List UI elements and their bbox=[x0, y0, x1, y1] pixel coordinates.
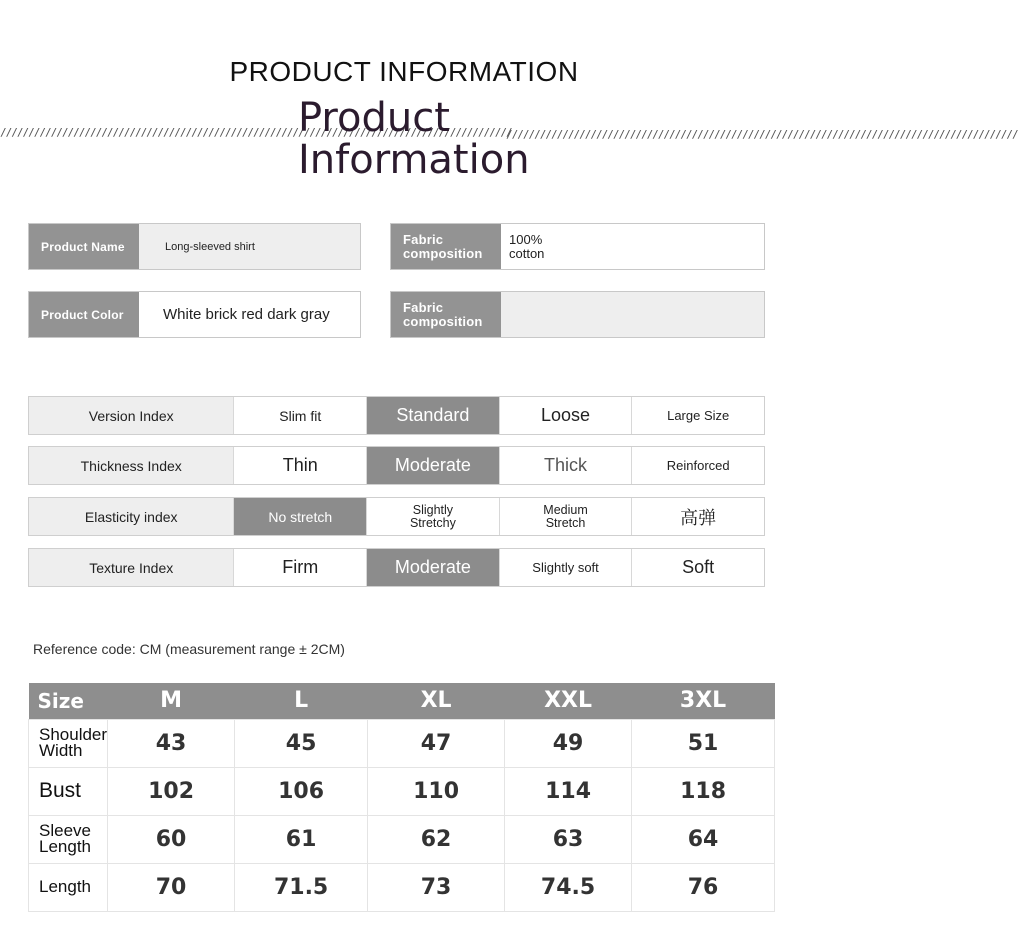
fabric-value-1 bbox=[501, 224, 764, 269]
product-color-label: Product Color bbox=[29, 292, 139, 337]
product-color-value: White brick red dark gray bbox=[139, 292, 360, 337]
table-cell: 47 bbox=[368, 719, 505, 767]
reference-code-note: Reference code: CM (measurement range ± 2CM) bbox=[33, 641, 345, 657]
table-cell: 114 bbox=[505, 767, 632, 815]
table-cell: 60 bbox=[108, 815, 235, 863]
size-table bbox=[28, 683, 775, 912]
decorative-slashes-left: /////////////////////////////////////////////////////////////////////////////////////////// bbox=[0, 126, 512, 139]
table-cell: 64 bbox=[632, 815, 775, 863]
table-cell: 106 bbox=[235, 767, 368, 815]
elasticity-option-medium-stretch: Medium Stretch bbox=[500, 498, 633, 535]
table-cell: 49 bbox=[505, 719, 632, 767]
texture-option-soft: Soft bbox=[632, 549, 764, 586]
fabric-label-1 bbox=[391, 224, 501, 269]
version-option-slim-fit: Slim fit bbox=[234, 397, 367, 434]
size-header-3xl: 3XL bbox=[632, 683, 775, 719]
product-name-box bbox=[28, 223, 361, 270]
fabric-label-2-line1: Fabric bbox=[403, 299, 444, 315]
product-color-box bbox=[28, 291, 361, 338]
version-index-row bbox=[28, 396, 765, 435]
table-cell: 51 bbox=[632, 719, 775, 767]
table-cell: 63 bbox=[505, 815, 632, 863]
hero-title bbox=[298, 97, 530, 181]
texture-option-slightly-soft: Slightly soft bbox=[500, 549, 633, 586]
hero-title-line1: Product bbox=[298, 95, 450, 141]
texture-option-firm: Firm bbox=[234, 549, 367, 586]
size-header-m: M bbox=[108, 683, 235, 719]
version-option-loose: Loose bbox=[500, 397, 633, 434]
product-name-label: Product Name bbox=[29, 224, 139, 269]
thickness-option-thick: Thick bbox=[500, 447, 633, 484]
table-cell: 102 bbox=[108, 767, 235, 815]
table-cell: 118 bbox=[632, 767, 775, 815]
table-cell: 73 bbox=[368, 863, 505, 911]
table-row-sleeve-length bbox=[29, 815, 775, 863]
fabric-label-1-line1: Fabric bbox=[403, 231, 444, 247]
version-option-standard: Standard bbox=[367, 397, 500, 434]
size-header-label: Size bbox=[29, 683, 108, 719]
decorative-slashes-right: /////////////////////////////////////////////////////////////////////////////////////////// bbox=[506, 128, 1018, 141]
thickness-index-row bbox=[28, 446, 765, 485]
table-cell: 43 bbox=[108, 719, 235, 767]
version-option-large-size: Large Size bbox=[632, 397, 764, 434]
thickness-option-moderate: Moderate bbox=[367, 447, 500, 484]
fabric-composition-box-1 bbox=[390, 223, 765, 270]
hero-title-line2: Information bbox=[298, 137, 530, 183]
table-row-bust bbox=[29, 767, 775, 815]
fabric-label-2-line2: composition bbox=[403, 313, 483, 329]
fabric-value-1-line2: cotton bbox=[509, 245, 545, 261]
table-cell: 62 bbox=[368, 815, 505, 863]
fabric-label-1-line2: composition bbox=[403, 245, 483, 261]
thickness-option-thin: Thin bbox=[234, 447, 367, 484]
fabric-value-2 bbox=[501, 292, 764, 337]
table-row-length bbox=[29, 863, 775, 911]
size-header-xxl: XXL bbox=[505, 683, 632, 719]
thickness-option-reinforced: Reinforced bbox=[632, 447, 764, 484]
texture-index-row bbox=[28, 548, 765, 587]
size-header-l: L bbox=[235, 683, 368, 719]
elasticity-option-slightly-stretchy: Slightly Stretchy bbox=[367, 498, 500, 535]
version-index-label: Version Index bbox=[29, 397, 234, 434]
row-label-length: Length bbox=[29, 863, 108, 911]
size-header-xl: XL bbox=[368, 683, 505, 719]
table-cell: 61 bbox=[235, 815, 368, 863]
page-title: PRODUCT INFORMATION bbox=[229, 56, 579, 87]
table-row-shoulder-width bbox=[29, 719, 775, 767]
table-cell: 110 bbox=[368, 767, 505, 815]
elasticity-index-row bbox=[28, 497, 765, 536]
table-cell: 74.5 bbox=[505, 863, 632, 911]
elasticity-option-high-stretch: 高弹 bbox=[632, 498, 764, 535]
table-cell: 76 bbox=[632, 863, 775, 911]
elasticity-index-label: Elasticity index bbox=[29, 498, 234, 535]
elasticity-option-no-stretch: No stretch bbox=[234, 498, 367, 535]
texture-index-label: Texture Index bbox=[29, 549, 234, 586]
fabric-value-1-line1: 100% bbox=[509, 231, 543, 247]
fabric-composition-box-2 bbox=[390, 291, 765, 338]
product-name-value: Long-sleeved shirt bbox=[165, 240, 255, 253]
texture-option-moderate: Moderate bbox=[367, 549, 500, 586]
thickness-index-label: Thickness Index bbox=[29, 447, 234, 484]
table-cell: 71.5 bbox=[235, 863, 368, 911]
row-label-sleeve-length: Sleeve Length bbox=[29, 815, 108, 863]
row-label-shoulder-width: Shoulder Width bbox=[29, 719, 108, 767]
size-table-header bbox=[29, 683, 775, 719]
row-label-bust: Bust bbox=[29, 767, 108, 815]
table-cell: 70 bbox=[108, 863, 235, 911]
fabric-label-2 bbox=[391, 292, 501, 337]
table-cell: 45 bbox=[235, 719, 368, 767]
